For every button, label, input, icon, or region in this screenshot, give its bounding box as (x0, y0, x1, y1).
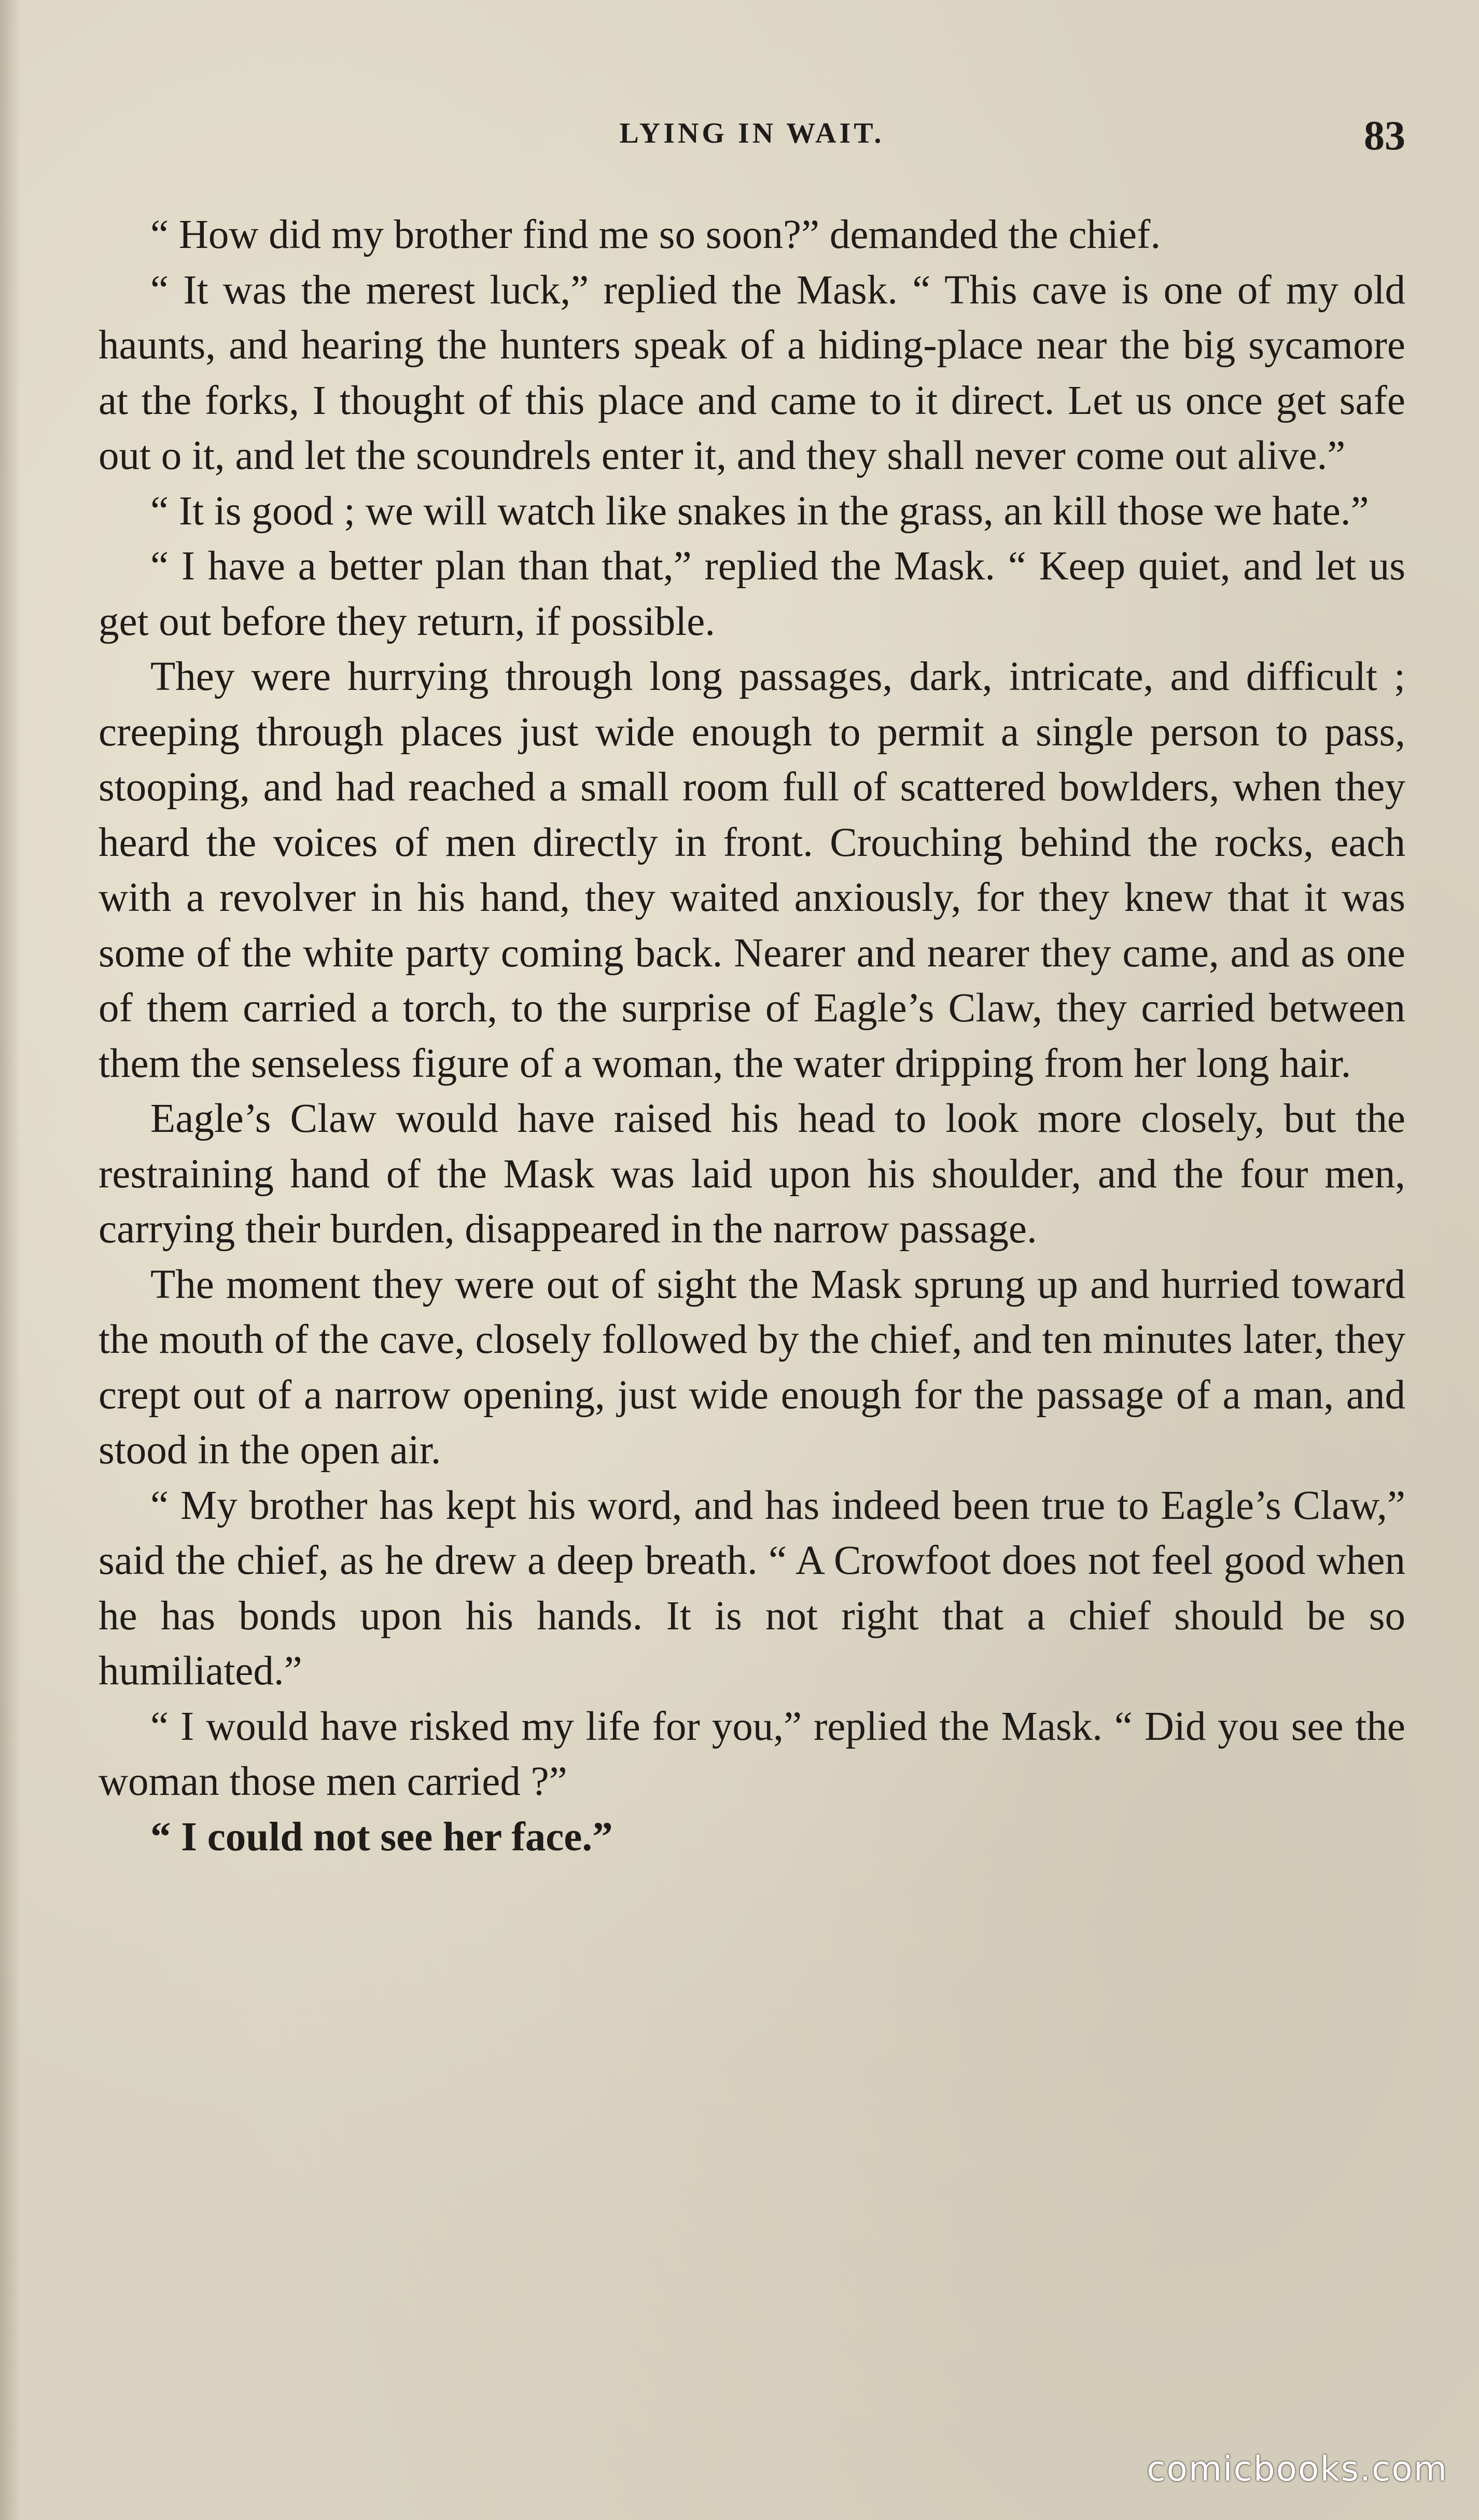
paragraph: “ It was the merest luck,” replied the Mask. “ This cave is one of my old haunts, and hearing the hunters speak of a hiding-place near the big sycamore at the forks, I thought of this place and came to it direct. Let us once get safe out o it, and let the scoundrels enter it, and they shall never come out alive.” (99, 267, 1405, 478)
watermark: comicbooks.com (1147, 2449, 1448, 2489)
paragraph: Eagle’s Claw would have raised his head to look more closely, but the restraining hand of the Mask was laid upon his shoulder, and the four men, carrying their burden, disappeared in the narrow passage. (99, 1096, 1405, 1252)
paragraph: “ How did my brother find me so soon?” demanded the chief. (150, 212, 1161, 257)
running-title: LYING IN WAIT. (619, 117, 885, 149)
paragraph: “ I would have risked my life for you,” replied the Mask. “ Did you see the woman those men carried ?” (99, 1704, 1405, 1804)
running-head (99, 113, 1405, 159)
body-text (99, 207, 1405, 1865)
paragraph: The moment they were out of sight the Mask sprung up and hurried toward the mouth of the cave, closely followed by the chief, and ten minutes later, they crept out of a narrow opening, just wide enough for the passage of a man, and stood in the open air. (99, 1262, 1405, 1473)
page-edge-shadow (0, 0, 21, 2520)
paragraph: “ My brother has kept his word, and has indeed been true to Eagle’s Claw,” said the chief, as he drew a deep breath. “ A Crowfoot does not feel good when he has bonds upon his hands. It is not right that a chief should be so humiliated.” (99, 1483, 1405, 1694)
paragraph: “ I have a better plan than that,” replied the Mask. “ Keep quiet, and let us get out before they return, if possible. (99, 544, 1405, 644)
paragraph: “ I could not see her face.” (150, 1814, 613, 1860)
paragraph: They were hurrying through long passages, dark, intricate, and difficult ; creeping through places just wide enough to permit a single person to pass, stooping, and had reached a small room full of scattered bowlders, when they heard the voices of men directly in front. Crouching behind the rocks, each with a revolver in his hand, they waited anxiously, for they knew that it was some of the white party coming back. Nearer and nearer they came, and as one of them carried a torch, to the surprise of Eagle’s Claw, they carried between them the senseless figure of a woman, the water dripping from her long hair. (99, 654, 1405, 1086)
page-number: 83 (1364, 113, 1405, 159)
paragraph: “ It is good ; we will watch like snakes in the grass, an kill those we hate.” (150, 488, 1369, 534)
